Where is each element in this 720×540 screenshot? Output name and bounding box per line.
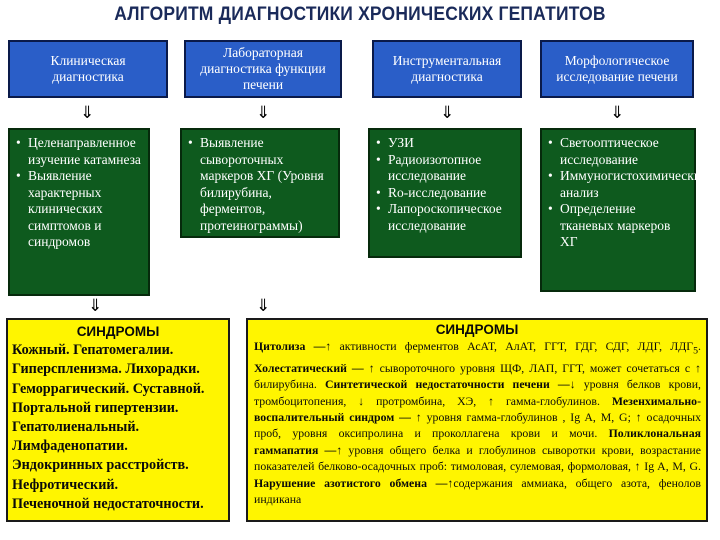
syndrome-name: Нарушение азотистого обмена — [254, 475, 448, 490]
syndrome-line: Гиперспленизма. Лихорадки. [12, 361, 200, 378]
syndromes-title: СИНДРОМЫ [435, 322, 519, 337]
list-item: • Выявление сывороточных маркеров ХГ (Уровня билирубина, ферментов, протеинограммы) [186, 135, 334, 234]
list-item: • Выявление характерных клинических симптомов и синдромов [14, 168, 144, 251]
arrow-down-icon: ⇓ [440, 103, 455, 123]
arrow-down-icon: ⇓ [256, 103, 271, 123]
syndromes-laboratory-box [246, 318, 708, 522]
arrow-down-icon: ⇓ [610, 103, 625, 123]
instrumental-methods-box [368, 128, 522, 258]
syndromes-clinical-box [6, 318, 230, 522]
syndromes-description [248, 337, 706, 507]
syndrome-text: ↑ активности ферментов АсАТ, АлАТ, ГГТ, ГДГ, СДГ, ЛДГ, ЛДГ [325, 339, 694, 353]
syndrome-line: Нефротический. [12, 476, 119, 493]
header-morphological-label: Морфологическое исследование печени [556, 53, 678, 84]
header-laboratory-label: Лабораторная диагностика функции печени [200, 45, 326, 92]
syndrome-line: Геморрагический. Суставной. [12, 380, 205, 397]
syndrome-text: ↑содержания аммиака, общего азота, фенолов индикана [254, 475, 701, 507]
laboratory-methods-box [180, 128, 340, 238]
syndrome-line: Эндокринных расстройств. [12, 457, 189, 474]
syndrome-name: Цитолиза — [254, 339, 326, 353]
header-instrumental [372, 40, 522, 98]
syndrome-text: ↑ сывороточного уровня ЩФ, ЛАП, ГГТ, может сочетаться с ↑ билирубина. [254, 360, 701, 392]
header-morphological [540, 40, 694, 98]
header-clinical-label: Клиническая диагностика [50, 53, 126, 84]
list-item: • Радиоизотопное исследование [374, 152, 516, 185]
syndrome-text: ↑ уровня гамма-глобулинов , Ig A, M, G; ↑ осадочных проб, уровня оксипролина и проколлагена крови и мочи. [254, 409, 701, 441]
syndromes-title: СИНДРОМЫ [76, 324, 160, 339]
header-clinical [8, 40, 168, 98]
syndrome-name: Поликлональная гаммапатия — [254, 426, 701, 457]
syndrome-line: Печеночной недостаточности. [12, 495, 204, 512]
syndrome-text: ↓ уровня белков крови, тромбоцитопения, ↓ протромбина, ХЭ, ↑ гамма-глобулинов. [254, 377, 701, 408]
header-laboratory [184, 40, 342, 98]
syndrome-text-sub: 5 [693, 345, 699, 357]
list-item: • Светооптическое исследование [546, 135, 690, 168]
header-instrumental-label: Инструментальная диагностика [392, 53, 502, 84]
syndrome-text: . [698, 339, 701, 353]
syndrome-name: Синтетической недостаточности печени — [324, 377, 570, 392]
list-item: • Определение тканевых маркеров ХГ [546, 201, 690, 251]
syndrome-name: Холестатический — [254, 360, 364, 375]
syndrome-line: Кожный. Гепатомегалии. [12, 342, 174, 359]
syndrome-line: Гепатолиенальный. [12, 419, 140, 436]
syndrome-line: Портальной гипертензии. [12, 399, 179, 416]
arrow-down-icon: ⇓ [256, 296, 271, 316]
syndrome-line: Лимфаденопатии. [12, 438, 128, 455]
arrow-down-icon: ⇓ [88, 296, 103, 316]
morphological-methods-box [540, 128, 709, 292]
syndrome-text: ↑ уровня общего белка и глобулинов сыворотки крови, возрастание показателей белково-осадочных проб: тимоловая, сулемовая, формоловая, ↑ Ig A, M, G. [254, 442, 701, 474]
list-item: • Лапороскопическое исследование [374, 201, 516, 234]
list-item: • Ro-исследование [374, 185, 516, 202]
clinical-methods-box [8, 128, 150, 296]
list-item: • Целенаправленное изучение катамнеза [14, 135, 144, 168]
arrow-down-icon: ⇓ [80, 103, 95, 123]
list-item: • Иммуногистохимический анализ [546, 168, 690, 201]
diagram-title: АЛГОРИТМ ДИАГНОСТИКИ ХРОНИЧЕСКИХ ГЕПАТИТОВ [114, 4, 606, 25]
syndrome-name: Мезенхимально-воспалительный синдром — [254, 393, 701, 424]
list-item: • УЗИ [374, 135, 516, 152]
